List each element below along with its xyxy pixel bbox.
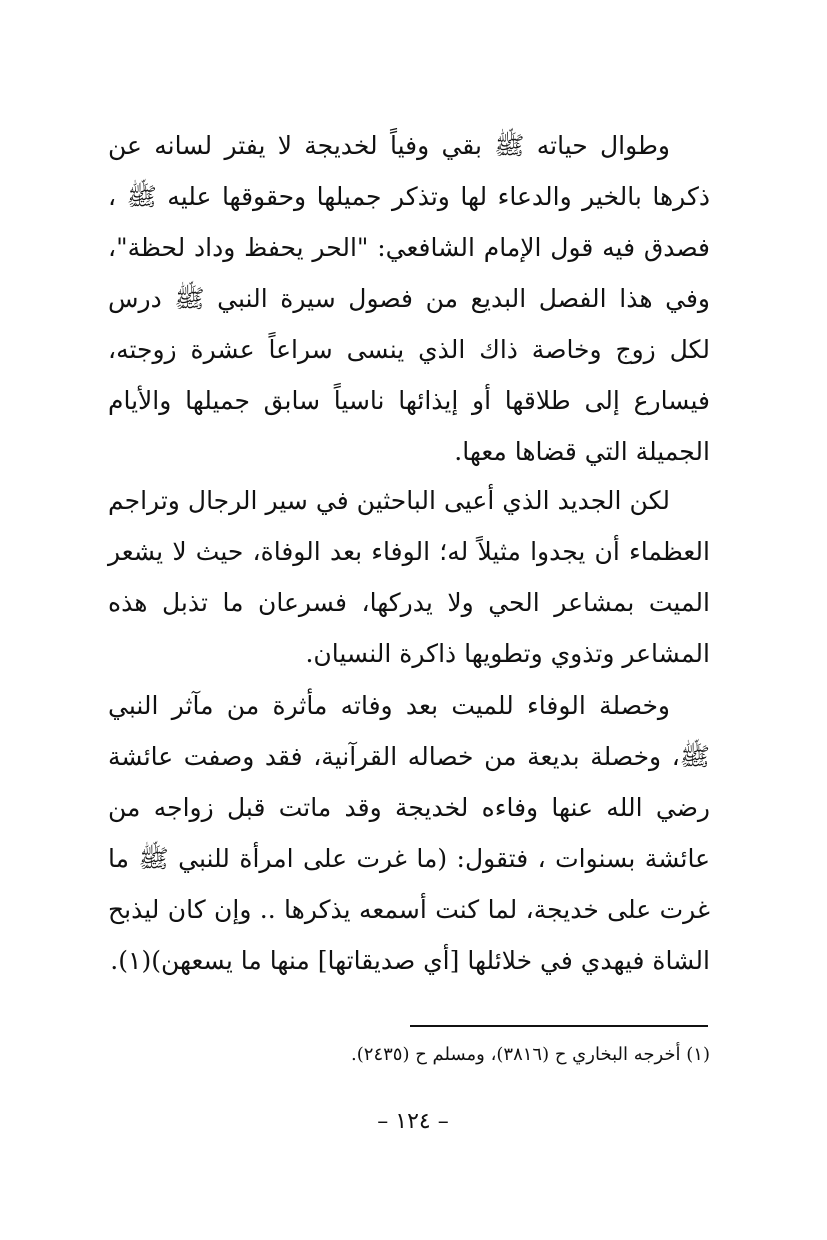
paragraph-2: لكن الجديد الذي أعيى الباحثين في سير الرجال وتراجم العظماء أن يجدوا مثيلاً له؛ الوفاء بعد الوفاة، حيث لا يشعر الميت بمشاعر الحي ولا يدركها، فسرعان ما تذبل هذه المشاعر وتذوي وتطويها ذاكرة النسيان.	[108, 486, 710, 668]
body-text-block-3	[108, 680, 710, 986]
paragraph-1: وطوال حياته ﷺ بقي وفياً لخديجة لا يفتر لسانه عن ذكرها بالخير والدعاء لها وتذكر جميلها وحقوقها عليه ﷺ ، فصدق فيه قول الإمام الشافعي: "الحر يحفظ وداد لحظة"، وفي هذا الفصل البديع من فصول سيرة النبي ﷺ درس لكل زوج وخاصة ذاك الذي ينسى سراعاً عشرة زوجته، فيسارع إلى طلاقها أو إيذائها ناسياً سابق جميلها والأيام الجميلة التي قضاها معها.	[108, 131, 710, 466]
paragraph-3: وخصلة الوفاء للميت بعد وفاته مأثرة من مآثر النبي ﷺ، وخصلة بديعة من خصاله القرآنية، فقد وصفت عائشة رضي الله عنها وفاءه لخديجة وقد ماتت قبل زواجه من عائشة بسنوات ، فتقول: (ما غرت على امرأة للنبي ﷺ ما غرت على خديجة، لما كنت أسمعه يذكرها .. وإن كان ليذبح الشاة فيهدي في خلائلها [أي صديقاتها] منها ما يسعهن)(١).	[108, 691, 710, 975]
body-text-block-2	[108, 475, 710, 679]
footnote: (١) أخرجه البخاري ح (٣٨١٦)، ومسلم ح (٢٤٣٥).	[351, 1044, 710, 1065]
footnote-separator	[410, 1025, 708, 1027]
body-text-block-1	[108, 120, 710, 477]
page-number: – ١٢٤ –	[377, 1109, 449, 1134]
